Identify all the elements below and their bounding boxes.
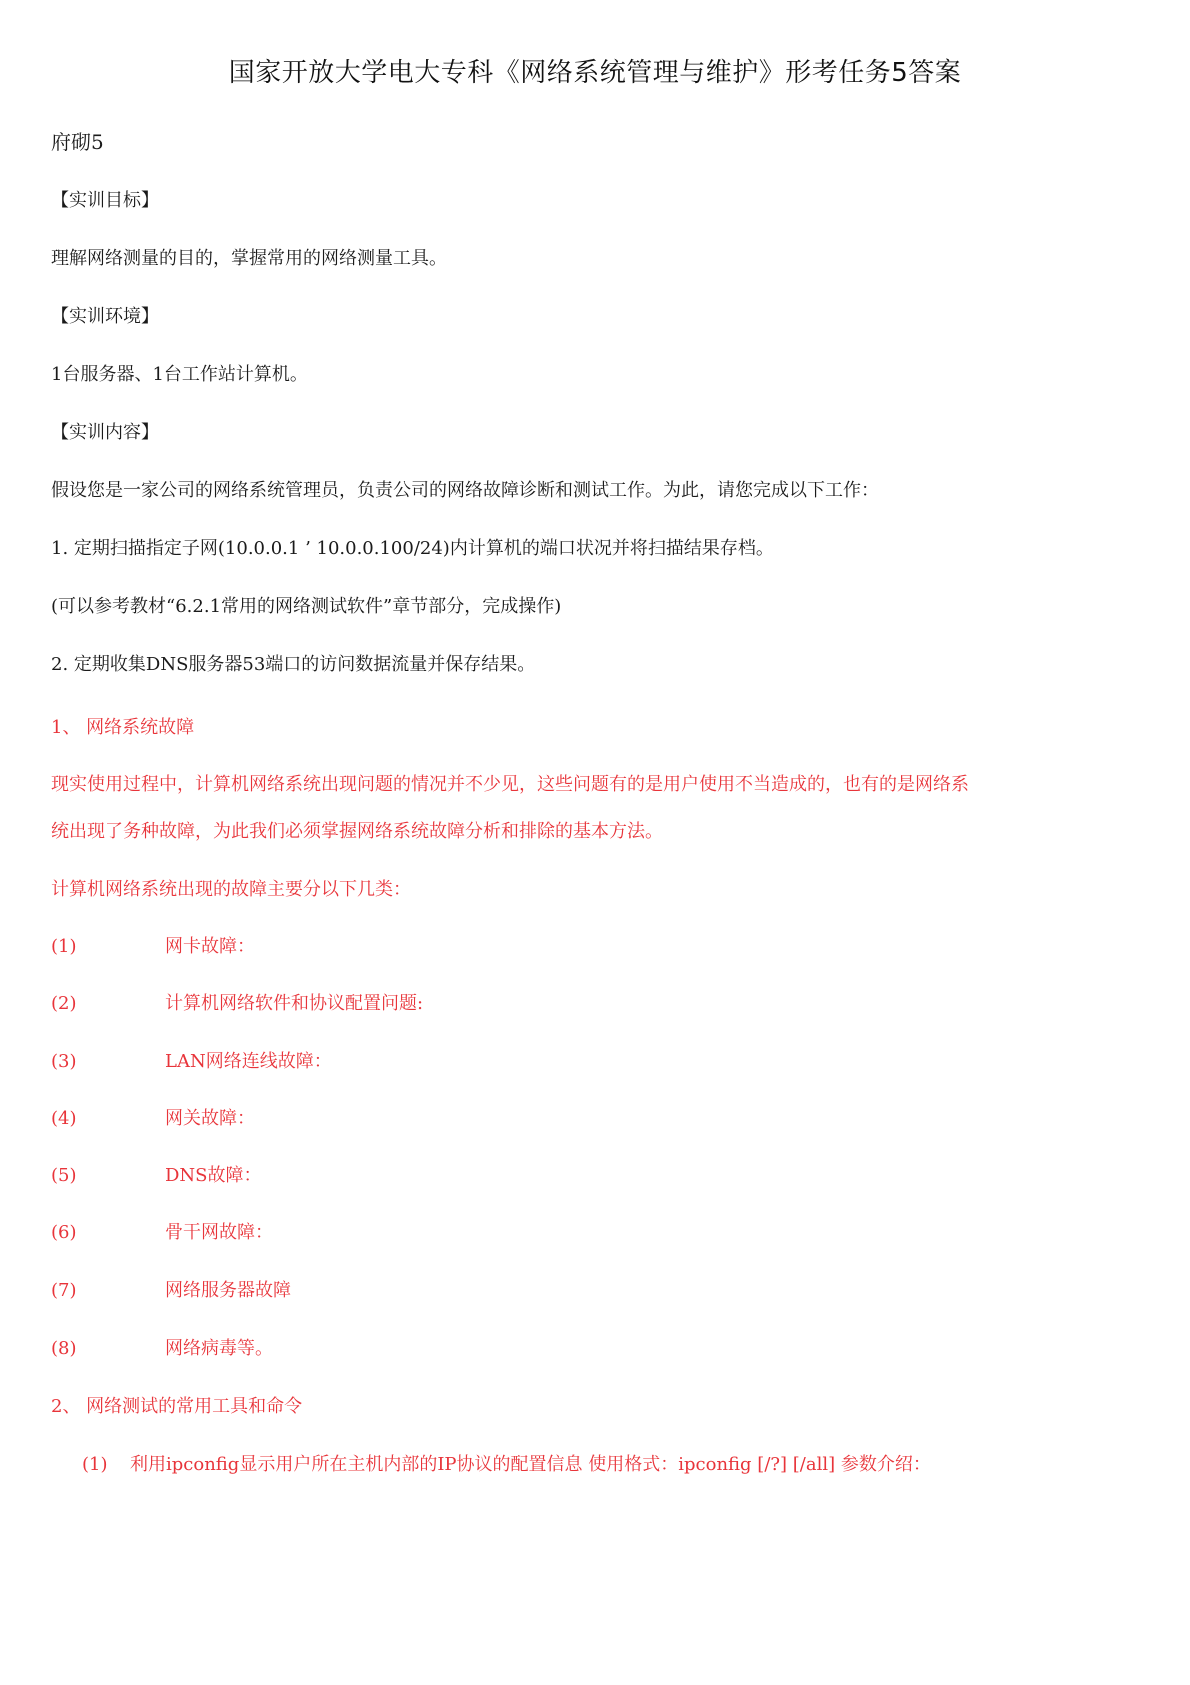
fault-item-number: (3): [51, 1051, 77, 1072]
fault-item: [51, 1279, 291, 1303]
tool-1-line: [82, 1453, 931, 1477]
fault-item-number: (2): [51, 993, 77, 1014]
fault-item-number: (6): [51, 1222, 77, 1243]
fault-item-text: 骨干网故障：: [165, 1222, 273, 1243]
environment-text: 1台服务器、1台工作站计算机。: [51, 364, 308, 385]
fault-item-number: (4): [51, 1108, 77, 1129]
fault-item-number: (8): [51, 1338, 77, 1359]
fault-item-number: (7): [51, 1280, 77, 1301]
tool-1-text: 利用ipconfig显示用户所在主机内部的IP协议的配置信息 使用格式：ipconfig [/?] [/all] 参数介绍：: [130, 1454, 931, 1475]
goal-text: 理解网络测量的目的，掌握常用的网络测量工具。: [51, 248, 447, 269]
fault-item: [51, 1050, 332, 1074]
fault-item: [51, 992, 423, 1016]
task-1: 1. 定期扫描指定子网(10.0.0.1 ’ 10.0.0.100/24)内计算机的端口状况并将扫描结果存档。: [51, 538, 774, 559]
fault-intro: 计算机网络系统出现的故障主要分以下几类：: [51, 879, 411, 900]
fault-item: [51, 1337, 273, 1361]
content-intro: 假设您是一家公司的网络系统管理员，负责公司的网络故障诊断和测试工作。为此，请您完成以下工作：: [51, 480, 879, 501]
content-label: 【实训内容】: [51, 422, 159, 443]
fault-item-text: 网关故障：: [165, 1108, 255, 1129]
fault-item-number: (1): [51, 936, 77, 957]
document-title: 国家开放大学电大专科《网络系统管理与维护》形考任务5答案: [228, 58, 962, 88]
goal-label: 【实训目标】: [51, 190, 159, 211]
fault-item-text: 计算机网络软件和协议配置问题:: [165, 993, 424, 1014]
fault-item: [51, 1221, 273, 1245]
section-1-title: 1、 网络系统故障: [51, 717, 195, 738]
environment-label: 【实训环境】: [51, 306, 159, 327]
section-2-title: 2、 网络测试的常用工具和命令: [51, 1396, 303, 1417]
fault-item-text: LAN网络连线故障：: [165, 1051, 332, 1072]
fault-item-text: 网络服务器故障: [165, 1280, 291, 1301]
fault-item: [51, 1164, 262, 1188]
fault-item-text: 网络病毒等。: [165, 1338, 273, 1359]
fault-item-text: DNS故障：: [165, 1165, 262, 1186]
fault-item: [51, 935, 255, 959]
document-heading: 府砌5: [51, 130, 104, 154]
section-1-paragraph-line-2: 统出现了务种故障，为此我们必须掌握网络系统故障分析和排除的基本方法。: [51, 821, 663, 842]
task-2: 2. 定期收集DNS服务器53端口的访问数据流量并保存结果。: [51, 654, 536, 675]
fault-item-text: 网卡故障：: [165, 936, 255, 957]
fault-item-number: (5): [51, 1165, 77, 1186]
tool-1-number: (1): [82, 1454, 108, 1475]
task-1-note: (可以参考教材“6.2.1常用的网络测试软件”章节部分，完成操作): [51, 596, 562, 617]
fault-item: [51, 1107, 255, 1131]
section-1-paragraph-line-1: 现实使用过程中，计算机网络系统出现问题的情况并不少见，这些问题有的是用户使用不当造成的，也有的是网络系: [51, 774, 969, 795]
